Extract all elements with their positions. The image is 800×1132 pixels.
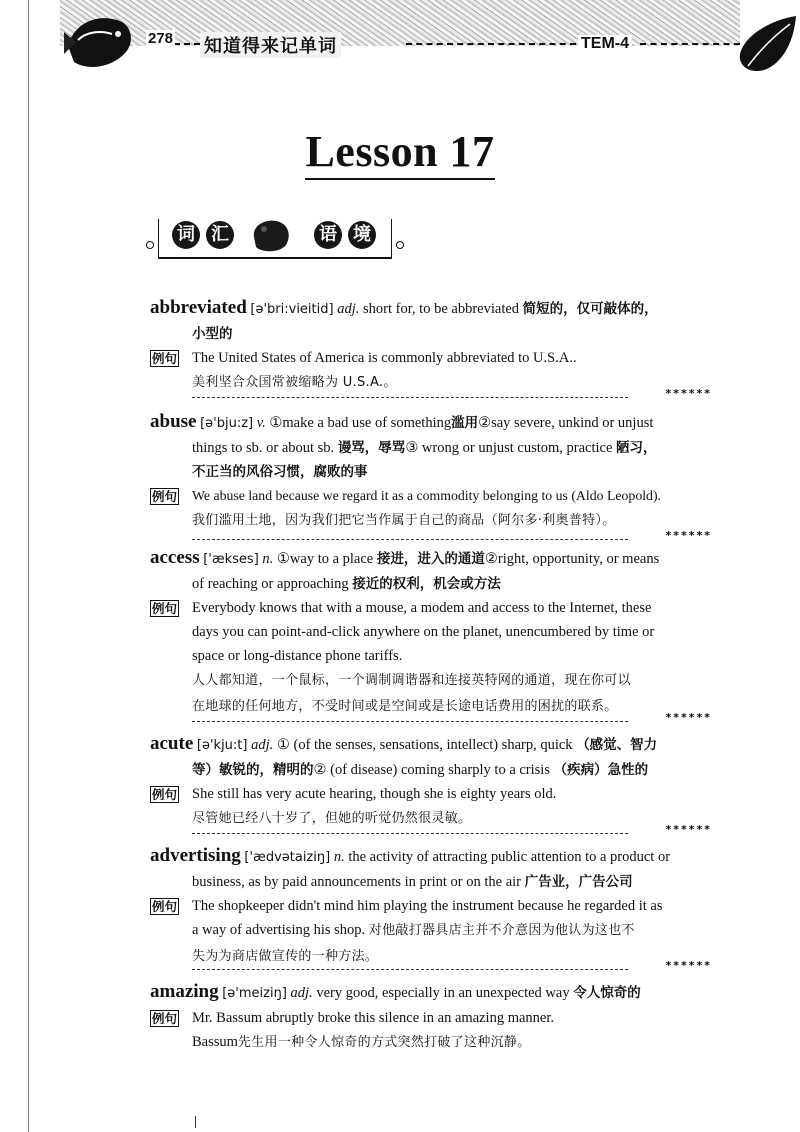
definition-line: [150, 870, 720, 894]
vocab-entry: [150, 732, 720, 832]
definition-cn: （感觉、智力: [576, 737, 658, 753]
header-dash: [640, 43, 740, 45]
entry-separator: ******: [192, 828, 712, 838]
definition-cn: 等）敏锐的，精明的: [192, 762, 314, 778]
example-cn: 对他敲打器具店主并不介意因为他认为这也不: [368, 923, 635, 938]
example-cn: 先生用一种令人惊奇的方式突然打破了这种沉静。: [237, 1035, 531, 1050]
pronunciation: ['ædvətaiziŋ]: [244, 850, 331, 865]
headword: access: [150, 547, 200, 568]
definition-line: [150, 410, 720, 436]
definition-line: [150, 460, 720, 484]
definition-en: very good, especially in an unexpected way: [316, 985, 570, 1001]
definition-line: [150, 322, 720, 346]
header-dash: [174, 43, 200, 45]
example-en: Mr. Bassum abruptly broke this silence in an amazing manner.: [192, 1010, 555, 1026]
example-en: days you can point-and-click anywhere on the planet, unencumbered by time or: [192, 624, 655, 640]
headword: abbreviated: [150, 297, 247, 318]
banner-char: 汇: [206, 221, 234, 249]
definition-line: [150, 436, 720, 460]
example-block: [150, 596, 720, 720]
example-cn-name: Bassum: [192, 1034, 238, 1050]
definition-cn: 接进，进入的通道: [376, 551, 485, 567]
headword: acute: [150, 733, 194, 754]
definition-cn: 滥用: [451, 415, 479, 431]
example-block: [150, 894, 720, 970]
definition-en: short for, to be abbreviated: [362, 301, 520, 317]
headword: abuse: [150, 411, 197, 432]
definition-en: ③ wrong or unjust custom, practice: [405, 440, 613, 456]
pronunciation: [ə'kju:t]: [196, 738, 248, 753]
definition-cn: （疾病）急性的: [553, 762, 649, 778]
definition-line: [150, 732, 720, 758]
definition-line: [150, 844, 720, 870]
example-en: We abuse land because we regard it as a commodity belonging to us (Aldo Leopold).: [192, 488, 661, 503]
example-tag: 例句: [152, 601, 178, 616]
banner-char: 语: [314, 221, 342, 249]
series-title: 知道得来记单词: [200, 32, 341, 58]
bottom-tick-mark: [195, 1116, 196, 1128]
definition-cn: 广告业，广告公司: [524, 874, 633, 890]
vocab-entry: [150, 296, 720, 396]
page-number: 278: [148, 30, 174, 47]
part-of-speech: n.: [333, 849, 345, 865]
pronunciation: [ə'bju:z]: [200, 416, 254, 431]
definition-en: things to sb. or about sb.: [192, 440, 335, 456]
headword: advertising: [150, 845, 241, 866]
definition-en: the activity of attracting public attention to a product or: [348, 849, 671, 865]
part-of-speech: adj.: [337, 301, 360, 317]
series-tag: TEM-4: [578, 35, 632, 53]
header-dash: [406, 43, 576, 45]
banner-char: 境: [348, 221, 376, 249]
definition-cn: 接近的权利，机会或方法: [352, 576, 501, 592]
example-block: [150, 1006, 720, 1056]
ink-splash-icon: [250, 217, 292, 253]
example-cn: 失为为商店做宣传的一种方法。: [192, 949, 379, 964]
headword: amazing: [150, 981, 219, 1002]
entry-separator: ******: [192, 964, 712, 974]
part-of-speech: adj.: [290, 985, 313, 1001]
example-cn: 我们滥用土地，因为我们把它当作属于自己的商品（阿尔多·利奥普特）。: [192, 513, 616, 528]
example-en: space or long-distance phone tariffs.: [192, 648, 403, 664]
pronunciation: [ə'bri:vieitid]: [250, 302, 334, 317]
example-tag: 例句: [152, 899, 178, 914]
definition-en: ① (of the senses, sensations, intellect) sharp, quick: [276, 737, 573, 753]
definition-cn: 陋习，: [616, 440, 657, 456]
definition-en: ①way to a place: [276, 551, 374, 567]
definition-line: [150, 546, 720, 572]
definition-line: [150, 296, 720, 322]
vocab-entry: [150, 844, 720, 970]
vocab-entry: [150, 410, 720, 534]
definition-en: business, as by paid announcements in print or on the air: [192, 874, 522, 890]
lesson-title-block: [0, 126, 800, 177]
example-cn: 在地球的任何地方，不受时间或是空间或是长途电话费用的困扰的联系。: [192, 699, 618, 714]
example-block: [150, 782, 720, 832]
definition-line: [150, 758, 720, 782]
example-tag: 例句: [152, 787, 178, 802]
part-of-speech: n.: [262, 551, 274, 567]
leaf-ornament-icon: [730, 10, 800, 80]
banner-dot: [146, 241, 154, 249]
example-tag: 例句: [152, 351, 178, 366]
banner-dot: [396, 241, 404, 249]
definition-cn: 小型的: [192, 326, 233, 342]
example-block: [150, 484, 720, 534]
example-en: a way of advertising his shop.: [192, 922, 366, 938]
definition-line: [150, 572, 720, 596]
vocab-entry: [150, 546, 720, 720]
part-of-speech: adj.: [251, 737, 274, 753]
pronunciation: [ə'meiziŋ]: [222, 986, 287, 1001]
example-cn: 美利坚合众国常被缩略为 U.S.A.。: [192, 375, 397, 390]
vocab-entry: [150, 980, 720, 1056]
definition-cn: 令人惊奇的: [573, 985, 641, 1001]
example-en: The United States of America is commonly abbreviated to U.S.A..: [192, 350, 577, 366]
example-tag: 例句: [152, 1011, 178, 1026]
banner-char: 词: [172, 221, 200, 249]
definition-en: ①make a bad use of something: [269, 415, 452, 431]
definition-cn: 不正当的风俗习惯，腐败的事: [192, 464, 368, 480]
definition-line: [150, 980, 720, 1006]
definition-en: ② (of disease) coming sharply to a crisis: [313, 762, 550, 778]
example-tag: 例句: [152, 489, 178, 504]
example-en: Everybody knows that with a mouse, a modem and access to the Internet, these: [192, 600, 652, 616]
example-en: The shopkeeper didn't mind him playing the instrument because he regarded it as: [192, 898, 663, 914]
entry-separator: ******: [192, 716, 712, 726]
definition-cn: 谩骂，辱骂: [337, 440, 406, 456]
definition-en: ②say severe, unkind or unjust: [478, 415, 654, 431]
example-en: She still has very acute hearing, though she is eighty years old.: [192, 786, 557, 802]
lesson-title: Lesson 17: [305, 127, 494, 180]
definition-en: ②right, opportunity, or means: [484, 551, 660, 567]
part-of-speech: v.: [256, 415, 266, 431]
example-cn: 人人都知道，一个鼠标，一个调制调谐器和连接英特网的通道，现在你可以: [192, 673, 631, 688]
fish-ornament-icon: [60, 2, 140, 82]
example-block: [150, 346, 720, 396]
section-banner: [144, 215, 406, 265]
entry-separator: ******: [192, 534, 712, 544]
definition-cn: 简短的，仅可敲体的，: [522, 301, 658, 317]
example-cn: 尽管她已经八十岁了，但她的听觉仍然很灵敏。: [192, 811, 472, 826]
entry-separator: ******: [192, 392, 712, 402]
definition-en: of reaching or approaching: [192, 576, 349, 592]
pronunciation: ['ækses]: [203, 552, 259, 567]
